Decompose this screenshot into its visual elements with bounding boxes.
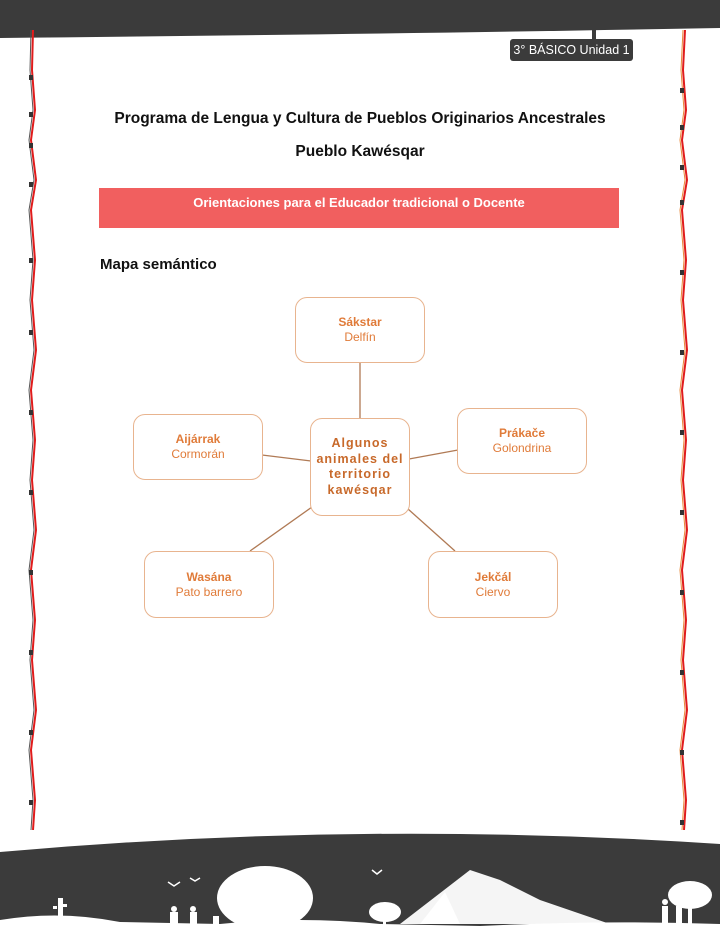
grade-unit-badge: 3° BÁSICO Unidad 1 [510,39,633,61]
people-title: Pueblo Kawésqar [295,143,425,160]
node-translation: Cormorán [171,447,225,461]
node-translation: Golondrina [492,441,552,455]
map-center-node [310,418,410,516]
map-node-dolphin [295,297,425,363]
node-translation: Ciervo [475,584,511,599]
node-native-word: Sákstar [338,315,382,329]
center-line: animales del [316,451,404,466]
section-heading: Mapa semántico [100,256,217,273]
map-node-deer [428,551,558,618]
node-native-word: Prákače [498,426,546,440]
node-translation: Pato barrero [175,584,243,599]
map-node-swallow [457,408,587,474]
node-native-word: Aijárrak [175,432,221,446]
map-node-duck [144,551,274,618]
section-banner: Orientaciones para el Educador tradicional o Docente [99,188,619,228]
program-title: Programa de Lengua y Cultura de Pueblos Originarios Ancestrales [114,110,606,127]
node-native-word: Wasána [186,569,232,584]
center-line: kawésqar [327,482,393,497]
node-native-word: Jekčál [474,569,512,584]
map-node-cormorant [133,414,263,480]
center-line: Algunos [331,436,389,450]
center-line: territorio [328,467,392,481]
node-translation: Delfín [344,330,376,344]
landscape-footer-illustration [0,820,720,932]
